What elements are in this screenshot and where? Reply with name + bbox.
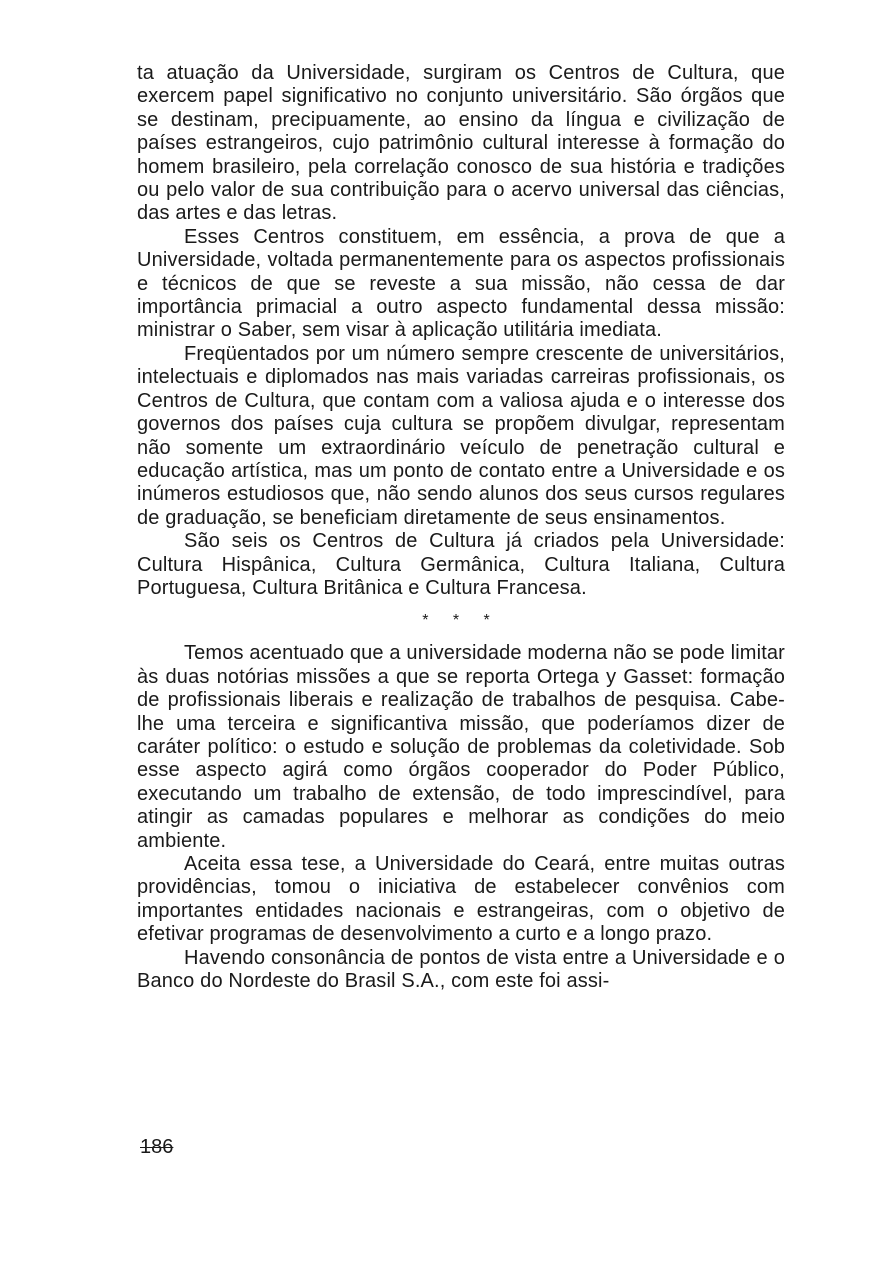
section-separator: * * * [422, 612, 500, 630]
document-page [137, 62, 785, 993]
body-paragraph: Temos acentuado que a universidade moderna não se pode limitar às duas notórias missões a que se reporta Ortega y Gasset: formação de profissionais liberais e realização de trabalhos de pesquisa. Cabe-lhe uma terceira e significantiva missão, que poderíamos dizer de caráter político: o estudo e solução de problemas da coletividade. Sob esse aspecto agirá como órgãos cooperador do Poder Público, executando um trabalho de extensão, de todo imprescindível, para atingir as camadas populares e melhorar as condições do meio ambiente. [137, 642, 785, 852]
body-paragraph: Esses Centros constituem, em essência, a prova de que a Universidade, voltada permanentemente para os aspectos profissionais e técnicos de que se reveste a sua missão, não cessa de dar importância primacial a outro aspecto fundamental dessa missão: ministrar o Saber, sem visar à aplicação utilitária imediata. [137, 225, 785, 342]
body-paragraph: Freqüentados por um número sempre crescente de universitários, intelectuais e diplomados nas mais variadas carreiras profissionais, os Centros de Cultura, que contam com a valiosa ajuda e o interesse dos governos dos países cuja cultura se propõem divulgar, representam não somente um extraordinário veículo de penetração cultural e educação artística, mas um ponto de contato entre a Universidade e os inúmeros estudiosos que, não sendo alunos dos seus cursos regulares de graduação, se beneficiam diretamente de seus ensinamentos. [137, 342, 785, 529]
page-number: 186 [140, 1136, 174, 1158]
body-paragraph: São seis os Centros de Cultura já criados pela Universidade: Cultura Hispânica, Cultura Germânica, Cultura Italiana, Cultura Portuguesa, Cultura Britânica e Cultura Francesa. [137, 530, 785, 599]
body-paragraph: Aceita essa tese, a Universidade do Ceará, entre muitas outras providências, tomou o iniciativa de estabelecer convênios com importantes entidades nacionais e estrangeiras, com o objetivo de efetivar programas de desenvolvimento a curto e a longo prazo. [137, 853, 785, 946]
body-paragraph: Havendo consonância de pontos de vista entre a Universidade e o Banco do Nordeste do Brasil S.A., com este foi assi- [137, 946, 785, 993]
body-paragraph: ta atuação da Universidade, surgiram os Centros de Cultura, que exercem papel significativo no conjunto universitário. São órgãos que se destinam, precipuamente, ao ensino da língua e civilização de países estrangeiros, cujo patrimônio cultural interesse à formação do homem brasileiro, pela correlação conosco de sua história e tradições ou pelo valor de sua contribuição para o acervo universal das ciências, das artes e das letras. [137, 62, 785, 225]
